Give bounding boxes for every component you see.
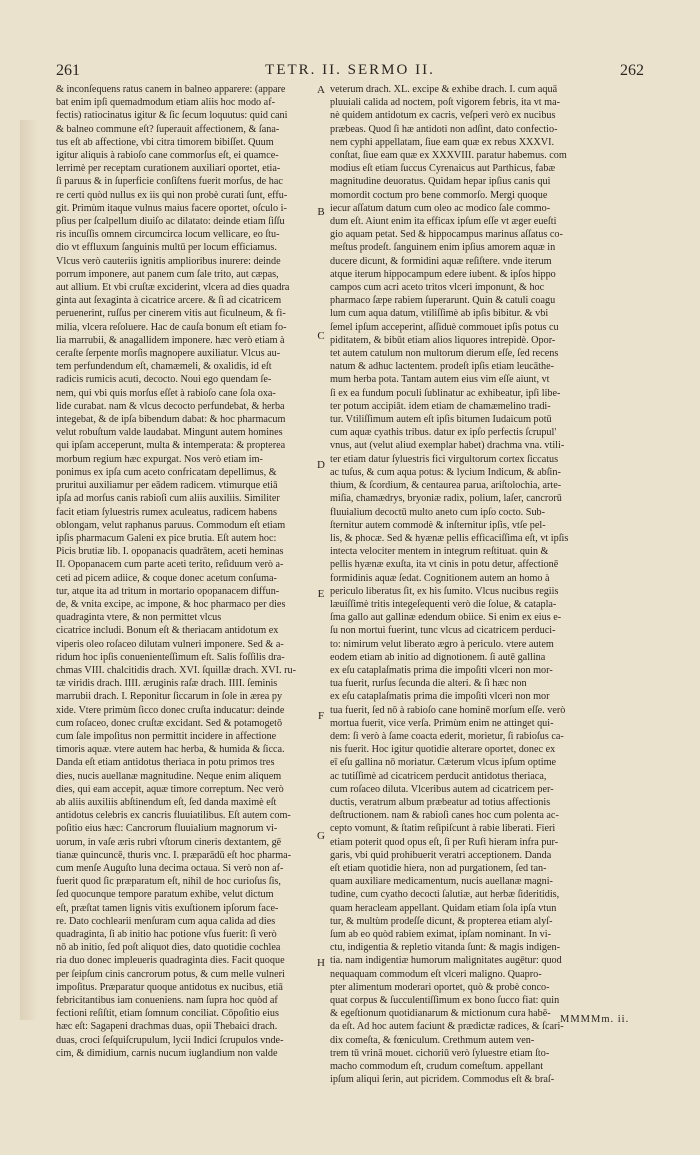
text-line: macho commodum eſt, crudum comeſtum. appellant — [330, 1061, 544, 1073]
text-line: fectis) ratiocinatus igitur & ſic ſecum loquutus: quid cani — [56, 110, 288, 122]
text-line: nè quidem antidotum ex cacris, veſperi verò ex nucibus — [330, 110, 556, 122]
text-line: igitur aliquis à rabioſo cane commorſus eſt, ei quamce- — [56, 150, 279, 162]
text-line: eſt etiam quotidie hiera, non ad purgationem, ſed tan- — [330, 862, 547, 874]
text-line: per ſeipſum cinis cancrorum potus, & cum melle vulneri — [56, 968, 285, 980]
text-line: pluuiali calida ad noctem, poſt vigorem febris, ita vt ma- — [330, 97, 560, 109]
text-line: ipſum aliqui ſerin, aut picridem. Commodus eſt & braſ- — [330, 1074, 555, 1086]
text-line: præbeas. Quod ſi hæ antidoti non adſint, dato confectio- — [330, 123, 558, 135]
margin-letter-marker: A — [317, 84, 325, 96]
text-line: II. Opopanacem cum parte aceti terito, reſiduum verò a- — [56, 559, 284, 571]
text-line: nem cyphi appellatam, ſiue eam quæ ex rebus XXXVI. — [330, 136, 555, 148]
text-line: radicis rumicis acuti, decocto. Noui ego quendam ſe- — [56, 374, 272, 386]
text-line: ſi ex ea fundum poculi ſublinatur ac exhibeatur, ipſi libe- — [330, 387, 561, 399]
text-line: qui ipſam acceperunt, multa & intemperata: & propterea — [56, 440, 286, 452]
text-line: garis, vbi quid prohibuerit veratri acceptionem. Danda — [330, 849, 552, 861]
text-line: peruenerint, ruſſus per cinerem vitis aut ficulneum, & fi- — [56, 308, 286, 320]
text-line: dio vt effluxum ſanguinis multū per locum efficiamus. — [56, 242, 277, 254]
text-line: Danda eſt etiam antidotus theriaca in potu primos tres — [56, 757, 275, 769]
text-line: lis, & phocæ. Sed & hyænæ pellis efficaciſſima eſt, vt ipſis — [330, 532, 569, 544]
text-line: ris incuſſis omnem circumcirca locum vellicare, eo ſtu- — [56, 229, 280, 241]
text-line: lum cum aqua datum, vtiliſſimè ab ipſis bibitur. & vbi — [330, 308, 549, 320]
text-line: dies, qui eam accepit, aquæ timore correptum. Nec verò — [56, 783, 284, 795]
text-line: gio aquam petat. Sed & hippocampus marinus aſſatus co- — [330, 229, 563, 241]
text-line: miſia, chamædrys, bryoniæ radix, polium, laſer, cancrorū — [330, 493, 562, 505]
text-line: momordit coctum pro bene commorſo. Mergi quoque — [330, 189, 548, 201]
text-line: eī eſu gallina nō moriatur. Cæterum vlcus ipſum optime — [330, 757, 557, 769]
text-line: intecta velociter mentem in integrum reſtituat. quin & — [330, 546, 549, 558]
text-line: & inconſequens ratus canem in balneo apparere: (appare — [56, 84, 286, 95]
text-line: fuerit quod ſic præparatum eſt, nihil de hoc curioſus ſis, — [56, 876, 281, 888]
text-line: cicatrice includi. Bonum eſt & theriacam antidotum ex — [56, 625, 279, 637]
text-line: veterum drach. XL. excipe & exhibe drach. I. cum aquā — [330, 84, 558, 95]
text-line: deſtructionem. nam & rabioſi canes hoc cum polenta ac- — [330, 810, 559, 822]
text-line: formidinis aquæ ſedat. Cognitionem autem an homo à — [330, 572, 550, 584]
margin-letter-marker: E — [317, 588, 325, 600]
text-line: de, & vnita excipe, ac impone, & hoc pharmaco per dies — [56, 598, 286, 610]
text-line: dix comeſta, & fœniculum. Crethmum autem ven- — [330, 1034, 535, 1046]
running-title: TETR. II. SERMO II. — [265, 62, 435, 78]
text-line: ceraſte ſerpente morſis magnopere auxiliatur. Vlcus au- — [56, 348, 281, 360]
text-line: da eſt. Ad hoc autem faciunt & prædictæ radices, & ſcari- — [330, 1021, 564, 1033]
text-line: aut allium. Et vbi cruſtæ exciderint, vlcera ad dies quadra — [56, 282, 290, 294]
text-line: tem perfundendum eſt, chamæmeli, & oxalidis, id eſt — [56, 361, 272, 373]
text-line: pellis hyænæ exuſta, ita vt cinis in potu detur, affectionē — [330, 559, 559, 571]
text-line: eſt, præſtat tamen lignis vitis exuſtionem ipſorum face- — [56, 902, 279, 914]
text-line: ſum ab eo quòd rabiem eximat, ipſam nominant. In vi- — [330, 929, 551, 940]
text-line: antidotus celebris ex cancris fluuiatilibus. Eſt autem com- — [56, 810, 291, 822]
text-line: fectioni reſiſtit, etiam ſomnum conciliat. Cōpoſitio eius — [56, 1008, 279, 1020]
margin-letter-marker: D — [317, 459, 325, 471]
text-line: tia. nam indigentiæ humorum malignitates augētur: quod — [330, 955, 562, 967]
text-line: viperis oleo roſaceo dilutam vulneri imponere. Sed & a- — [56, 638, 284, 650]
text-line: tus eſt ab affectione, vbi citra timorem bibiſſet. Quum — [56, 136, 274, 148]
text-line: dum eſt. Aiunt enim ita efficax ipſum eſſe vt æger eueſti — [330, 216, 557, 228]
text-line: campos cum acri aceto tritos vlceri imponunt, & hoc — [330, 282, 545, 294]
text-line: etiam poterit quod opus eſt, ſi per Rufi hieram infra pur- — [330, 836, 559, 848]
left-text-column — [56, 83, 311, 1059]
text-line: atque iterum hippocampum edere iubent. & ipſos hippo — [330, 268, 556, 280]
page-edge-shadow — [20, 120, 38, 1020]
text-line: ria duo donec impleueris quadraginta dies. Facit quoque — [56, 955, 285, 967]
text-line: cepto vomunt, & ſtatim reſipiſcunt à rabie liberati. Fieri — [330, 823, 556, 835]
text-line: quam auxiliare medicamentum, nucis auellanæ magni- — [330, 876, 553, 888]
text-line: Vlcus verò cauteriis ignitis amplioribus inurere: deinde — [56, 255, 281, 267]
text-line: re certi quòd nullus ex iis qui non probè curati ſunt, effu- — [56, 189, 288, 201]
text-line: cum roſaceo, donec cruſtæ excidant. Sed & potamogetō — [56, 717, 283, 729]
text-line: to: nimirum velut liberato ægro à periculo. vtere autem — [330, 638, 554, 650]
text-line: natum & adhuc lactentem. prodeſt ipſis etiam leucāthe- — [330, 361, 555, 373]
text-line: milia, vlcera reſoluere. Hac de cauſa bonum eſt etiam fo- — [56, 321, 287, 333]
text-line: pter alimentum moderari oportet, quò & probè conco- — [330, 981, 550, 993]
text-line: ctu, indigentia & repletio vitanda ſunt: & magis indigen- — [330, 942, 561, 954]
page-number-right: 262 — [620, 62, 644, 79]
margin-letter-marker: H — [317, 957, 325, 969]
text-line: pſius per ſcalpellum diuiſo ac dilatato: deinde etiam ſiſſu — [56, 216, 285, 228]
text-line: piditatem, & bibūt etiam alios liquores intrepidè. Opor- — [330, 334, 556, 346]
text-line: ſu non mortui fuerint, tunc vlcus ad cicatricem perduci- — [330, 625, 556, 637]
text-line: cum aquæ cyathis tribus. datur ex ipſo perfectis ſcrupul' — [330, 427, 557, 439]
text-line: iecur aſſatum datum cum oleo ac modico ſale commo- — [330, 202, 551, 214]
text-line: git. Primùm itaque vulnus maius facere oportet, oſculo i- — [56, 202, 287, 214]
text-line: conſtat, ſiue eam quæ ex XXXVIII. paratur habemus. com — [330, 150, 567, 162]
text-line: thium, & ſcordium, & centaurea parua, ariſtolochia, arte- — [330, 480, 562, 492]
right-text-column — [330, 83, 648, 1086]
text-line: ſemel ipſum acceperint, aſſiduè commouet ipſis potus cu — [330, 321, 559, 333]
text-line: ac tutiſſimè ad cicatricem perducit antidotus theriaca, — [330, 770, 547, 782]
text-line: nis fuerit. Hoc igitur quotidie alterare oportet, donec ex — [330, 744, 556, 756]
text-line: lerrimè per receptam curationem auxiliari oportet, etia- — [56, 163, 281, 175]
text-line: nō ab initio, ſed poſt aliquot dies, dato quotidie cochlea — [56, 942, 281, 954]
text-line: ex eſu cataplaſmatis prima die impoſiti vlceri non mor- — [330, 664, 553, 676]
text-line: integebat, & de ipſa bibendum dabat: & hoc pharmacum — [56, 414, 286, 426]
text-line: cum roſaceo diluta. Vlceribus autem ad cicatricem per- — [330, 783, 554, 795]
catchword: MMMMm. ii. — [560, 1014, 630, 1025]
text-line: quadraginta, ſi ab initio hac potione vſus fuerit: ſi verò — [56, 929, 277, 940]
text-line: oblongam, velut raphanus paruus. Commodum eſt etiam — [56, 519, 286, 531]
text-line: ab aliis auxiliis abſtinendum eſt, ſed danda maximè eſt — [56, 796, 277, 808]
text-line: timoris aquæ. vtere autem hac herba, & humida & ſicca. — [56, 744, 285, 756]
text-line: facit etiam ſyluestris rumex aculeatus, radicem habens — [56, 506, 277, 518]
text-line: ceti ad picem adiice, & coque donec acetum conſuma- — [56, 572, 277, 584]
margin-letter-marker: G — [317, 830, 325, 842]
text-line: vnus, aut (velut aliud exemplar habet) drachma vna. vtili- — [330, 440, 565, 452]
text-line: ex eſu cataplaſmatis prima die impoſiti vlceri non mor — [330, 691, 550, 703]
text-line: ter etiam datur ſyluestris fici virgultorum cortex ſiccatus — [330, 453, 559, 465]
text-line: quam heracleam appellant. Quidam etiam ſola ipſa vtun — [330, 902, 557, 914]
text-line: ipſis pharmacum Galeni ex pice brutia. Eſt autem hoc: — [56, 532, 277, 544]
text-line: tua fuerit, rurſus ſecunda die alteri. & ſi hæc non — [330, 678, 527, 690]
text-line: re. Dato cochlearii menſuram cum aqua calida ad dies — [56, 915, 276, 927]
text-line: febricitantibus iam conueniens. nam ſupra hoc quòd af — [56, 995, 278, 1007]
text-line: cum menſe Auguſto luna decima octaua. Si verò non af- — [56, 862, 284, 874]
text-line: trem tū vrinā mouet. cichoriū verò ſyluestre etiam ſto- — [330, 1047, 550, 1059]
text-line: modius eſt etiam ſuccus Cyrenaicus aut Parthicus, fabæ — [330, 163, 556, 175]
text-line: nequaquam commodum eſt vlceri maligno. Quapro- — [330, 968, 542, 980]
text-line: magnitudine deuoratus. Quidam hepar ipſius canis qui — [330, 176, 551, 188]
text-line: tianæ quincuncē, thuris vnc. I. præparādū eſt hoc pharma- — [56, 849, 292, 861]
text-line: lide curabat. nam & vlcus decocto perfundebat, & herba — [56, 400, 285, 412]
text-line: & balneo commune eſt? ſuperauit affectionem, & ſana- — [56, 123, 280, 135]
text-line: Picis brutiæ lib. I. opopanacis quadrātem, aceti heminas — [56, 546, 284, 558]
text-line: mum herba pota. Tantam autem eius vim eſſe aiunt, vt — [330, 374, 550, 386]
margin-letter-marker: B — [317, 206, 325, 218]
text-line: tæ viridis drach. IIII. æruginis raſæ drach. IIII. ſeminis — [56, 678, 278, 690]
text-line: ſed quocunque tempore paratum exhibe, velut dictum — [56, 889, 274, 901]
text-line: ginta aut ſexaginta à cicatrice arcere. & ſi ad cicatricem — [56, 295, 282, 307]
text-line: uorum, in vaſe æris rubri vſtorum cineris dextantem, gē — [56, 836, 282, 848]
text-line: pharmaco ſæpe rabiem ſuperarunt. Quin & catuli coagu — [330, 295, 556, 307]
text-line: cim, & dimidium, carnis nucum iuglandium non valde — [56, 1047, 278, 1059]
text-line: ac tuſus, & cum aqua potus: & lycium Indicum, & abſin- — [330, 466, 561, 478]
text-line: chmas VIII. chalcitidis drach. XVI. ſquillæ drach. XVI. ru- — [56, 664, 296, 676]
text-line: ponimus ex ipſa cum aceto confricatam depellimus, & — [56, 466, 277, 478]
text-line: eodem etiam ab initio ad dignotionem. ſi autē gallina — [330, 651, 546, 663]
text-line: ductis, veratrum album præbeatur ad totius affectionis — [330, 796, 551, 808]
text-line: tur, & multùm prodeſſe dicunt, & propterea etiam alyſ- — [330, 915, 553, 927]
text-line: velut robuſtum valde laudabat. Mingunt autem homines — [56, 427, 283, 439]
text-line: fluuialium decoctū multo aneto cum ipſo cocto. Sub- — [330, 506, 546, 518]
text-line: quat corpus & ſucculentiſſimum ex bono ſucco fiat: quin — [330, 995, 560, 1007]
text-line: duas, croci ſeſquiſcrupulum, lycii Indici ſcrupulos vnde- — [56, 1034, 284, 1046]
text-line: porrum imponere, aut panem cum ſale trito, aut cæpas, — [56, 268, 279, 280]
text-line: dies, nucis auellanæ magnitudine. Neque enim aliquem — [56, 770, 282, 782]
text-line: tudine, cum cyatho decocti ſalutiæ, aut herbæ ſideritidis, — [330, 889, 560, 901]
text-line: & egeſtionum quotidianarum & mictionum cura habē- — [330, 1008, 551, 1020]
text-line: nem, qui vbi quis morſus eſſet à rabioſo cane ſola oxa- — [56, 387, 276, 399]
text-line: tur. Vtiliſſimum autem eſt ipſis bitumen Iudaicum potū — [330, 414, 552, 426]
text-line: poſitio eius hæc: Cancrorum fluuialium magnorum vi- — [56, 823, 278, 835]
text-line: marrubii drach. I. Reponitur ſiccarum in ſole in ærea py — [56, 691, 283, 703]
text-line: ter potum accipiāt. idem etiam de chamæmelino tradi- — [330, 400, 551, 412]
text-line: xide. Vtere primùm ſicco donec cruſta inducatur: deinde — [56, 704, 285, 716]
text-line: meſtus prodeſt. ſanguinem enim ipſius amorem aquæ in — [330, 242, 556, 254]
margin-letter-marker: F — [317, 710, 325, 722]
text-line: lia marrubii, & anagallidem imponere. hæc verò etiam à — [56, 334, 285, 346]
text-line: quadraginta vtere, & non permittet vlcus — [56, 612, 222, 624]
text-line: ducere dicunt, & formidini aquæ reſiſtere. vnde iterum — [330, 255, 552, 267]
text-line: cum ſale impoſitus non permittit incidere in affectione — [56, 730, 277, 742]
text-line: ſi paruus & in ſuperficie conſiſtens fuerit morſus, de hac — [56, 176, 283, 188]
text-line: tet autem catulum non multorum dierum eſſe, ſed recens — [330, 348, 559, 360]
text-line: ridum hoc ipſis conuenienteſſimum eſt. Salis foſſilis dra- — [56, 651, 285, 663]
text-line: bat enim ipſi quemadmodum etiam aliis hoc modo af- — [56, 97, 275, 109]
margin-letter-marker: C — [317, 330, 325, 342]
text-line: periculo liberatus ſit, ex his ſumito. Vlcus nucibus regiis — [330, 585, 559, 597]
page-header — [0, 62, 700, 84]
text-line: tua fuerit, ſed nō à rabioſo cane hominē morſum eſſe. verò — [330, 704, 566, 716]
text-line: ipſa ad morſus canis rabioſi cum aliis auxiliis. Similiter — [56, 493, 280, 505]
text-line: ſternitur autem commodè & inſternitur ipſis, vtſe pel- — [330, 519, 546, 531]
text-line: hæc eſt: Sagapeni drachmas duas, opii Thebaici drach. — [56, 1021, 278, 1033]
page-number-left: 261 — [56, 62, 80, 79]
text-line: tur, atque ita ad tritum in mortario opopanacem diffun- — [56, 585, 280, 597]
text-line: morbum regium hæc expurgat. Nos verò etiam im- — [56, 453, 263, 465]
text-line: læuiſſimè tritis integeſequenti verò die ſolue, & catapla- — [330, 598, 557, 610]
text-line: ſma gallo aut gallinæ edendum obiice. Si enim ex eius e- — [330, 612, 562, 624]
text-line: dem: ſi verò à ſame coacta ederit, morietur, ſi rabioſus ca- — [330, 730, 564, 742]
text-line: pruritui auxiliamur per eādem radicem. vtimurque etiā — [56, 480, 278, 492]
text-line: mortua fuerit, vice verſa. Primùm enim ne attinget qui- — [330, 717, 554, 729]
text-line: impoſitus. Præparatur quoque antidotus ex nucibus, etiā — [56, 981, 283, 993]
